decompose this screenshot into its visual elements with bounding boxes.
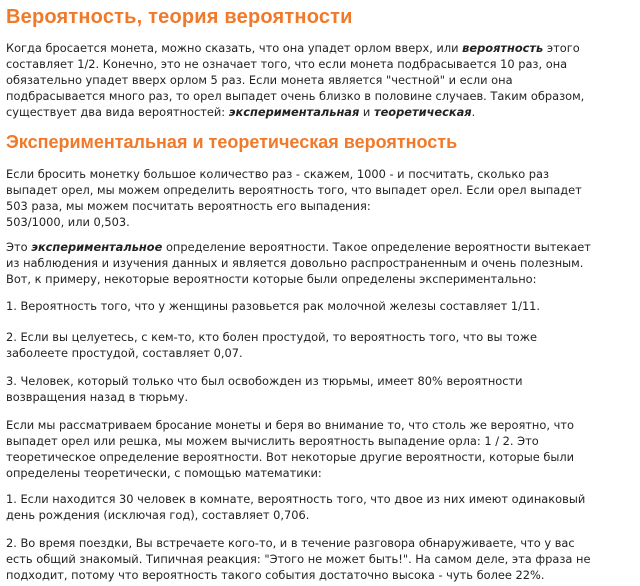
definition-line-2: из наблюдения и изучения данных и является довольно распространенным и очень полезным. — [6, 256, 584, 270]
definition-paragraph — [6, 239, 591, 287]
intro-text: и — [359, 105, 374, 119]
definition-line-3: Вот, к примеру, некоторые вероятности которые были определены экспериментально: — [6, 272, 537, 286]
list-item: 2. Если вы целуетесь, с кем-то, кто болен простудой, то вероятность того, что вы тоже — [6, 330, 538, 344]
page-title: Вероятность, теория вероятности — [6, 6, 353, 28]
term-theoretical: теоретическая — [373, 105, 472, 119]
list-item: возвращения назад в тюрьму. — [6, 390, 189, 404]
term-experimental-def: экспериментальное — [31, 240, 163, 254]
theoretical-example-2 — [6, 535, 590, 583]
intro-text: существует два вида вероятностей: — [6, 105, 229, 119]
theoretical-line-3: теоретическое определение вероятности. Вот некоторые другие вероятности, которые были — [6, 450, 575, 464]
list-item: есть общий знакомый. Типичная реакция: "Этого не может быть!". На самом деле, эта фраза не — [6, 552, 591, 566]
definition-line-1 — [6, 239, 591, 255]
section-heading: Экспериментальная и теоретическая вероятность — [6, 132, 458, 152]
intro-line-3: обязательно упадет вверх орлом 5 раз. Если монета является "честной" и если она — [6, 73, 513, 87]
intro-text: . — [471, 105, 476, 119]
list-item: 1. Вероятность того, что у женщины разовьется рак молочной железы составляет 1/11. — [6, 299, 541, 313]
theoretical-paragraph — [6, 417, 574, 481]
definition-text: Это — [6, 240, 32, 254]
experimental-example-3 — [6, 373, 523, 405]
theoretical-line-4: определены теоретически, с помощью математики: — [6, 466, 322, 480]
intro-line-1 — [6, 40, 584, 56]
term-experimental: экспериментальная — [228, 105, 360, 119]
list-item: 2. Во время поездки, Вы встречаете кого-то, и в течение разговора обнаруживаете, что у вас — [6, 536, 575, 550]
intro-text: Когда бросается монета, можно сказать, что она упадет орлом вверх, или — [6, 41, 463, 55]
definition-text: определение вероятности. Такое определение вероятности вытекает — [162, 240, 591, 254]
list-item: 3. Человек, который только что был освобожден из тюрьмы, имеет 80% вероятности — [6, 374, 523, 388]
list-item: заболеете простудой, составляет 0,07. — [6, 346, 243, 360]
experimental-example-1 — [6, 298, 540, 314]
experiment-line-2: выпадет орел, мы можем определить вероятность того, что выпадет орел. Если орел выпадет — [6, 183, 582, 197]
intro-paragraph — [6, 40, 584, 120]
theoretical-line-2: выпадет орел или решка, мы можем вычислить вероятность выпадение орла: 1 / 2. Это — [6, 434, 539, 448]
intro-text: этого — [543, 41, 580, 55]
list-item: 1. Если находится 30 человек в комнате, вероятность того, что двое из них имеют одинаковый — [6, 492, 586, 506]
experiment-line-4: 503/1000, или 0,503. — [6, 215, 130, 229]
theoretical-example-1 — [6, 491, 585, 523]
experiment-line-1: Если бросить монетку большое количество раз - скажем, 1000 - и посчитать, сколько раз — [6, 167, 550, 181]
list-item: подходит, потому что вероятность такого события достаточно высока - чуть более 22%. — [6, 568, 545, 582]
intro-line-2: составляет 1/2. Конечно, это не означает того, что если монета подбрасывается 10 раз, она — [6, 57, 568, 71]
experimental-example-2 — [6, 329, 537, 361]
term-probability: вероятность — [462, 41, 544, 55]
experiment-paragraph — [6, 166, 582, 230]
theoretical-line-1: Если мы рассматриваем бросание монеты и беря во внимание то, что столь же вероятно, что — [6, 418, 574, 432]
intro-line-5 — [6, 104, 584, 120]
list-item: день рождения (исключая год), составляет 0,706. — [6, 508, 310, 522]
experiment-line-3: 503 раза, мы можем посчитать вероятность его выпадения: — [6, 199, 371, 213]
intro-line-4: подбрасывается много раз, то орел выпадет очень близко в половине случаев. Таким образом, — [6, 89, 585, 103]
